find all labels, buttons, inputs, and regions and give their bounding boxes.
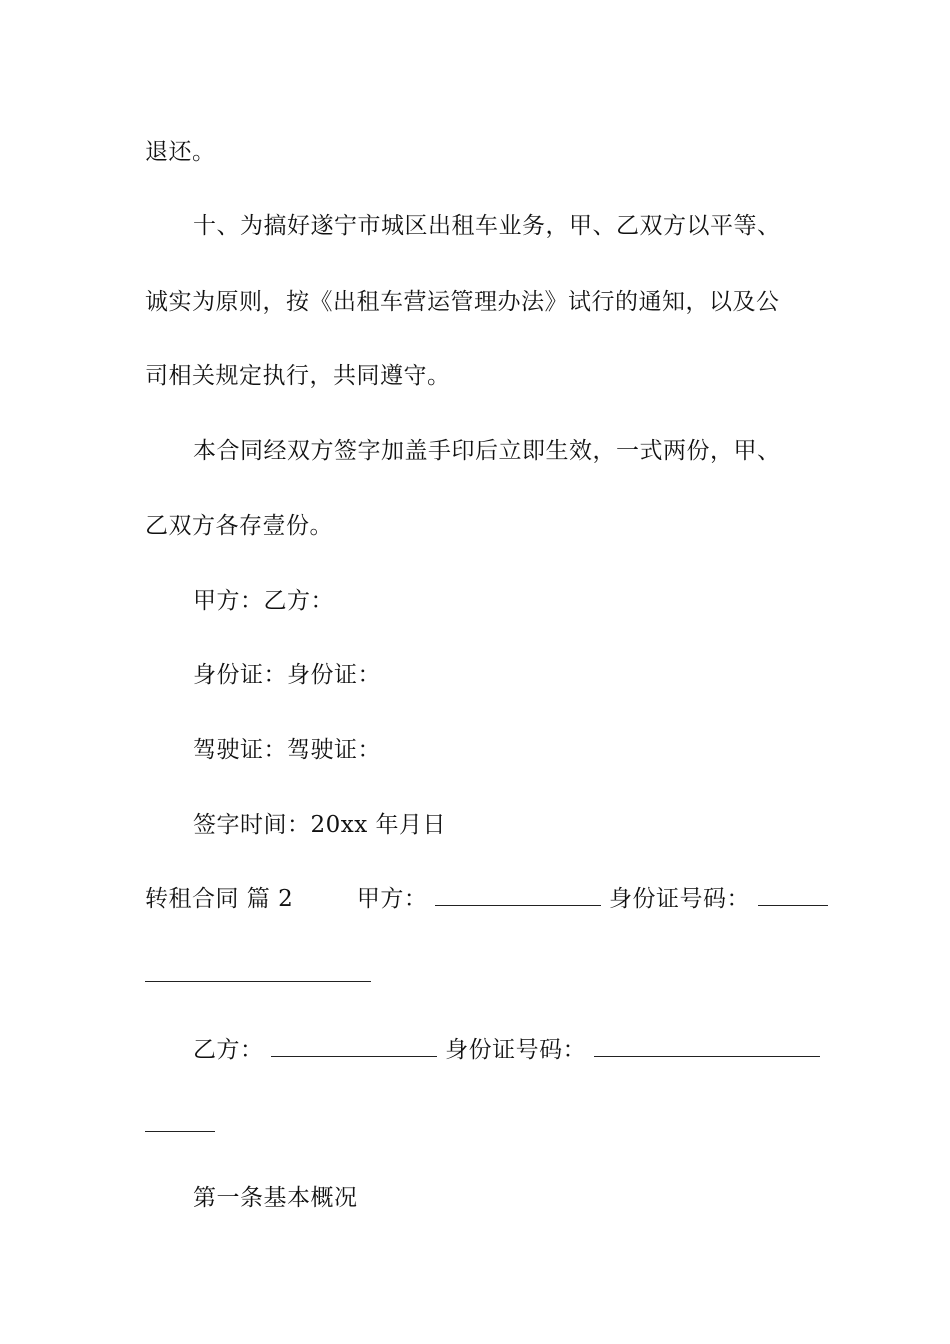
party-a-blank [435,887,601,906]
signature-time: 签字时间：20xx 年月日 [193,812,447,838]
party-a-id-label: 身份证号码： [609,886,751,912]
party-b-id-label: 身份证号码： [445,1037,587,1063]
text-line: 司相关规定执行，共同遵守。 [145,363,451,389]
party-b-id-blank-continued [145,1131,215,1132]
text-line: 乙双方各存壹份。 [145,513,333,539]
party-b-row [193,1035,820,1065]
party-a-id-blank [758,887,828,906]
signature-parties: 甲方：乙方： [193,588,334,614]
clause-ten: 十、为搞好遂宁市城区出租车业务，甲、乙双方以平等、 [193,213,781,239]
text-line: 诚实为原则，按《出租车营运管理办法》试行的通知，以及公 [145,289,780,315]
article-1-title: 第一条基本概况 [193,1185,358,1211]
party-a-label: 甲方： [356,886,428,912]
party-a-id-blank-continued [145,981,371,982]
section-2-title: 转租合同 篇 2 [145,886,294,912]
signature-license: 驾驶证：驾驶证： [193,737,381,763]
signature-id: 身份证：身份证： [193,662,381,688]
party-b-id-blank [594,1038,820,1057]
party-b-blank [271,1038,437,1057]
section-2-header [145,884,828,914]
effective-clause: 本合同经双方签字加盖手印后立即生效，一式两份，甲、 [193,438,781,464]
text-line: 退还。 [145,139,216,165]
party-b-label: 乙方： [193,1037,264,1063]
